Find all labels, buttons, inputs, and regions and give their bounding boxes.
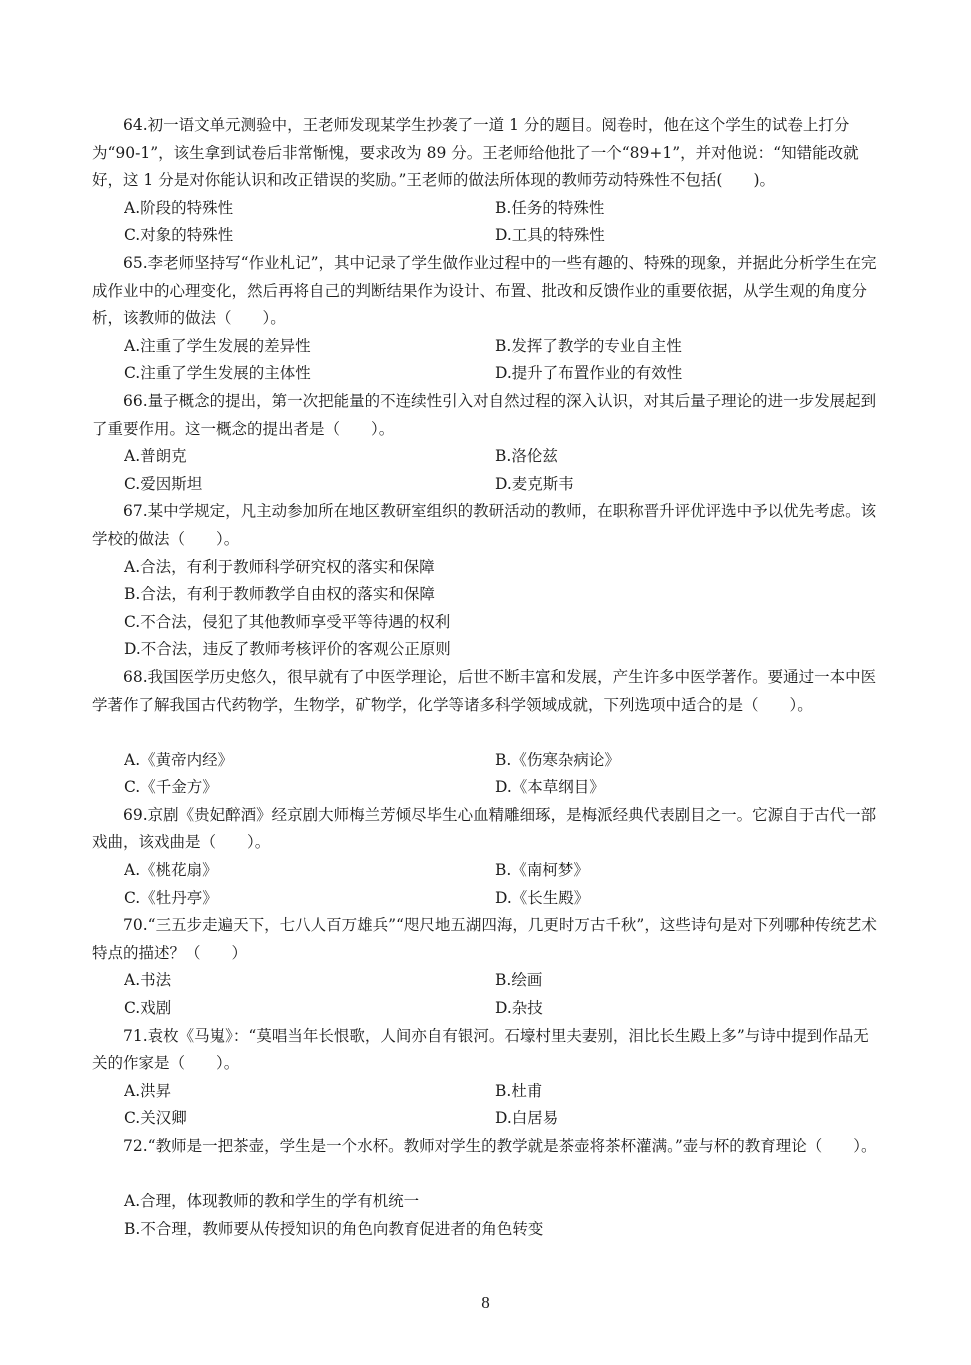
option-a: A.书法 [124, 971, 172, 990]
option-d: D.提升了布置作业的有效性 [495, 364, 683, 383]
option-a: A.《桃花扇》 [124, 861, 218, 880]
option-d: D.《长生殿》 [495, 888, 590, 907]
option-c: C.爱因斯坦 [124, 474, 203, 493]
question-stem: 68.我国医学历史悠久，很早就有了中医学理论，后世不断丰富和发展，产生许多中医学著作。要通过一本中医学著作了解我国古代药物学，生物学，矿物学，化学等诸多科学领域成就，下列选项中适合的是（ ）。 [92, 667, 877, 714]
option-c: C.不合法，侵犯了其他教师享受平等待遇的权利 [124, 612, 451, 631]
option-c: C.戏剧 [124, 999, 172, 1018]
question-stem: 67.某中学规定，凡主动参加所在地区教研室组织的教研活动的教师，在职称晋升评优评选中予以优先考虑。该学校的做法（ ）。 [92, 502, 877, 548]
options-grid [92, 1078, 880, 1133]
options-grid [92, 747, 880, 802]
option-b: B.合法，有利于教师教学自由权的落实和保障 [124, 585, 435, 604]
option-a: A.阶段的特殊性 [124, 198, 234, 217]
question-stem: 64.初一语文单元测验中，王老师发现某学生抄袭了一道 1 分的题目。阅卷时，他在这个学生的试卷上打分为“90-1”，该生拿到试卷后非常惭愧，要求改为 89 分。王老师给他批了一个“89+1”，并对他说：“知错能改就好，这 1 分是对你能认识和改正错误的奖励。”王老师的做法所体现的教师劳动特殊性不包括( )。 [92, 116, 859, 190]
question-71 [92, 1023, 880, 1133]
option-a: A.普朗克 [124, 447, 187, 466]
question-68 [92, 664, 880, 802]
question-stem: 70.“三五步走遍天下，七八人百万雄兵”“咫尺地五湖四海，几更时万古千秋”，这些诗句是对下列哪种传统艺术特点的描述？（ ） [92, 916, 877, 962]
option-b: B.《伤寒杂病论》 [495, 750, 620, 769]
option-a: A.注重了学生发展的差异性 [124, 336, 311, 355]
options-grid [92, 443, 880, 498]
question-list [92, 112, 880, 1243]
option-b: B.不合理，教师要从传授知识的角色向教育促进者的角色转变 [124, 1219, 544, 1238]
page-number: 8 [481, 1293, 490, 1312]
question-70 [92, 912, 880, 1022]
option-c: C.《千金方》 [124, 778, 218, 797]
question-69 [92, 802, 880, 912]
option-c: C.关汉卿 [124, 1109, 187, 1128]
option-d: D.白居易 [495, 1109, 559, 1128]
option-d: D.杂技 [495, 999, 543, 1018]
question-67 [92, 498, 880, 664]
question-stem: 69.京剧《贵妃醉酒》经京剧大师梅兰芳倾尽毕生心血精雕细琢，是梅派经典代表剧目之一。它源自于古代一部戏曲，该戏曲是（ ）。 [92, 805, 877, 852]
option-d: D.不合法，违反了教师考核评价的客观公正原则 [124, 640, 451, 659]
option-a: A.《黄帝内经》 [124, 750, 234, 769]
question-stem: 71.袁枚《马嵬》：“莫唱当年长恨歌，人间亦自有银河。石壕村里夫妻别，泪比长生殿上多”与诗中提到作品无关的作家是（ ）。 [92, 1026, 869, 1073]
options-grid [92, 333, 880, 388]
option-d: D.工具的特殊性 [495, 226, 605, 245]
option-b: B.洛伦兹 [495, 447, 558, 466]
option-b: B.发挥了教学的专业自主性 [495, 336, 682, 355]
option-c: C.对象的特殊性 [124, 226, 234, 245]
option-a: A.洪昇 [124, 1081, 172, 1100]
option-b: B.任务的特殊性 [495, 198, 605, 217]
option-d: D.麦克斯韦 [495, 474, 574, 493]
question-64 [92, 112, 880, 250]
question-65 [92, 250, 880, 388]
question-stem: 66.量子概念的提出，第一次把能量的不连续性引入对自然过程的深入认识，对其后量子理论的进一步发展起到了重要作用。这一概念的提出者是（ ）。 [92, 391, 877, 438]
option-b: B.《南柯梦》 [495, 861, 589, 880]
option-d: D.《本草纲目》 [495, 778, 605, 797]
option-b: B.绘画 [495, 971, 543, 990]
question-72 [92, 1133, 880, 1243]
option-b: B.杜甫 [495, 1081, 543, 1100]
option-a: A.合理，体现教师的教和学生的学有机统一 [124, 1192, 420, 1211]
question-stem: 72.“教师是一把茶壶，学生是一个水杯。教师对学生的教学就是茶壶将茶杯灌满。”壶与杯的教育理论（ ）。 [123, 1137, 877, 1156]
option-c: C.《牡丹亭》 [124, 888, 218, 907]
options-grid [92, 857, 880, 912]
question-stem: 65.李老师坚持写“作业札记”，其中记录了学生做作业过程中的一些有趣的、特殊的现象，并据此分析学生在完成作业中的心理变化，然后再将自己的判断结果作为设计、布置、批改和反馈作业的重要依据，从学生观的角度分析，该教师的做法（ ）。 [92, 253, 877, 328]
option-a: A.合法，有利于教师科学研究权的落实和保障 [124, 557, 435, 576]
options-grid [92, 195, 880, 250]
options-grid [92, 967, 880, 1022]
option-c: C.注重了学生发展的主体性 [124, 364, 311, 383]
question-66 [92, 388, 880, 498]
